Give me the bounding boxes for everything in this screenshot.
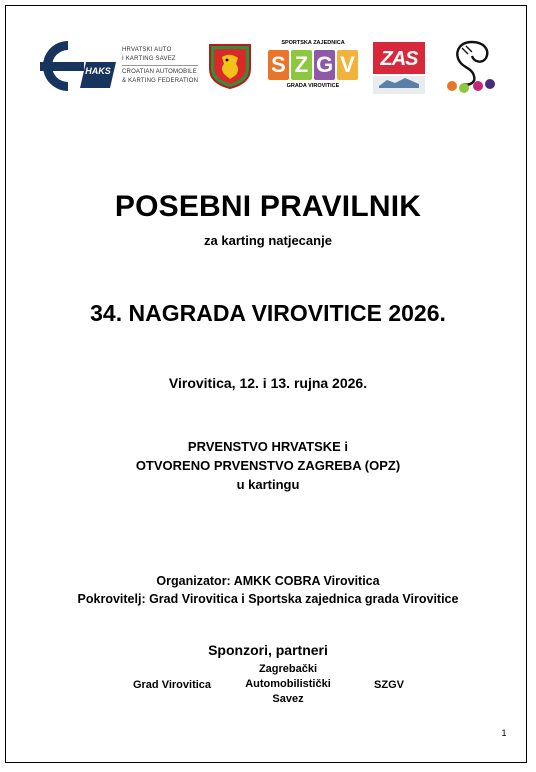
zas-text: ZAS <box>380 48 418 70</box>
zas-logo <box>373 42 425 94</box>
document-subtitle: za karting natjecanje <box>204 233 332 248</box>
haks-line-2: I KARTING SAVEZ <box>122 55 176 62</box>
szgv-top-text: SPORTSKA ZAJEDNICA <box>281 40 345 46</box>
szgv-letter-z: Z <box>291 50 312 80</box>
szgv-logo <box>267 40 359 92</box>
event-date: Virovitica, 12. i 13. rujna 2026. <box>168 375 368 391</box>
logo-bar <box>0 36 536 100</box>
championship-line-1: PRVENSTVO HRVATSKE i <box>187 439 349 454</box>
sponsor-item <box>230 662 346 707</box>
haks-emblem-icon <box>40 38 120 94</box>
sponsor-2-line-1: Zagrebački <box>258 663 318 675</box>
patron-line: Pokrovitelj: Grad Virovitica i Sportska zajednica grada Virovitice <box>77 592 459 606</box>
haks-logo <box>40 38 220 94</box>
city-crest-icon <box>208 43 252 89</box>
organizer-block <box>0 572 536 608</box>
haks-line-4: & KARTING FEDERATION <box>122 77 199 84</box>
haks-divider <box>122 65 198 66</box>
sponsors-title: Sponzori, partneri <box>208 642 328 658</box>
haks-line-1: HRVATSKI AUTO <box>122 47 172 53</box>
sponsor-item <box>120 678 224 693</box>
championship-block <box>0 437 536 494</box>
szgv-letters <box>268 50 360 80</box>
szgv-letter-g: G <box>314 50 335 80</box>
szgv-letter-v: V <box>337 50 358 80</box>
championship-line-3: u kartingu <box>236 477 300 492</box>
event-name: 34. NAGRADA VIROVITICE 2026. <box>90 300 446 326</box>
page-number: 1 <box>501 728 507 738</box>
haks-mark: HAKS <box>85 66 111 76</box>
haks-caption <box>122 46 198 85</box>
championship-line-2: OTVORENO PRVENSTVO ZAGREBA (OPZ) <box>135 458 401 473</box>
szgv-letter-s: S <box>268 50 289 80</box>
szgv-bottom-text: GRADA VIROVITICE <box>286 83 340 89</box>
sponsor-2-line-2: Automobilistički <box>245 678 331 690</box>
organizer-line: Organizator: AMKK COBRA Virovitica <box>156 574 380 588</box>
haks-line-3: CROATIAN AUTOMOBILE <box>122 69 197 75</box>
cobra-icon <box>444 38 500 96</box>
document-title: POSEBNI PRAVILNIK <box>114 190 422 223</box>
sponsor-3-line-1: SZGV <box>374 679 404 691</box>
sponsor-2-line-3: Savez <box>272 693 304 705</box>
sponsor-1-line-1: Grad Virovitica <box>132 679 212 691</box>
sponsor-item <box>360 678 418 693</box>
